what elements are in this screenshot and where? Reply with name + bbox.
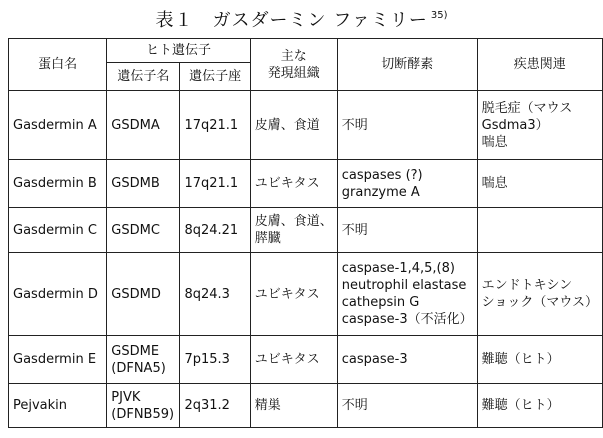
gene-cell bbox=[107, 160, 180, 208]
tissue-cell bbox=[250, 208, 337, 253]
gene-alias-line: (DFNA5) bbox=[111, 360, 166, 376]
table-title bbox=[0, 6, 603, 32]
header-protein-name: 蛋白名 bbox=[9, 39, 107, 91]
disease-cell bbox=[477, 253, 602, 336]
locus-cell: 2q31.2 bbox=[180, 384, 250, 428]
disease-line: 喘息 bbox=[481, 176, 508, 191]
gene-line: GSDMD bbox=[111, 286, 161, 302]
gene-line: PJVK bbox=[111, 389, 141, 405]
table-row bbox=[9, 336, 603, 384]
header-gene-name: 遺伝子名 bbox=[107, 63, 180, 91]
header-expression-line-2: 発現組織 bbox=[267, 65, 320, 81]
enzyme-line: caspase-3（不活化） bbox=[341, 312, 473, 327]
disease-cell bbox=[477, 160, 602, 208]
disease-line: 難聴（ヒト） bbox=[481, 398, 560, 413]
disease-line: エンドトキシン bbox=[481, 278, 573, 293]
gasdermin-family-table bbox=[8, 38, 603, 428]
enzyme-line: granzyme A bbox=[341, 184, 420, 200]
disease-cell bbox=[477, 91, 602, 160]
gene-cell bbox=[107, 208, 180, 253]
protein-cell: Gasdermin E bbox=[9, 336, 107, 384]
enzyme-line: neutrophil elastase bbox=[341, 278, 467, 293]
header-human-gene: ヒト遺伝子 bbox=[107, 39, 251, 63]
enzyme-line: caspase-1,4,5,(8) bbox=[341, 261, 455, 276]
enzyme-line: 不明 bbox=[341, 222, 368, 238]
enzyme-cell bbox=[337, 384, 477, 428]
tissue-line: 精巣 bbox=[254, 398, 281, 413]
tissue-cell bbox=[250, 160, 337, 208]
locus-cell: 17q21.1 bbox=[180, 160, 250, 208]
gene-cell bbox=[107, 336, 180, 384]
gene-cell bbox=[107, 253, 180, 336]
locus-cell: 17q21.1 bbox=[180, 91, 250, 160]
header-row bbox=[9, 39, 603, 63]
gene-line: GSDME bbox=[111, 343, 160, 359]
locus-cell: 7p15.3 bbox=[180, 336, 250, 384]
tissue-line: ユビキタス bbox=[254, 176, 320, 191]
enzyme-line: 不明 bbox=[341, 398, 368, 413]
enzyme-line: caspase-3 bbox=[341, 352, 408, 367]
enzyme-cell bbox=[337, 253, 477, 336]
tissue-line: ユビキタス bbox=[254, 286, 320, 302]
gene-cell bbox=[107, 91, 180, 160]
disease-line: 喘息 bbox=[481, 134, 508, 150]
protein-cell: Pejvakin bbox=[9, 384, 107, 428]
header-gene-locus: 遺伝子座 bbox=[180, 63, 250, 91]
tissue-cell bbox=[250, 336, 337, 384]
tissue-line: ユビキタス bbox=[254, 352, 320, 367]
disease-line: Gsdma3） bbox=[481, 117, 549, 133]
table-row bbox=[9, 384, 603, 428]
disease-line: ショック（マウス） bbox=[481, 295, 598, 310]
table-title-text: 表１ ガスダーミン ファミリー bbox=[155, 10, 428, 31]
gene-line: GSDMC bbox=[111, 222, 160, 238]
enzyme-cell bbox=[337, 91, 477, 160]
gene-line: GSDMB bbox=[111, 176, 160, 191]
protein-cell: Gasdermin A bbox=[9, 91, 107, 160]
disease-cell bbox=[477, 336, 602, 384]
disease-line: 脱毛症（マウス bbox=[481, 100, 573, 116]
tissue-line: 膵臓 bbox=[254, 231, 281, 246]
table-row bbox=[9, 91, 603, 160]
enzyme-line: caspases (?) bbox=[341, 167, 423, 183]
header-cleavage-enzyme: 切断酵素 bbox=[337, 39, 477, 91]
tissue-line: 皮膚、食道 bbox=[254, 117, 320, 133]
enzyme-line: 不明 bbox=[341, 117, 368, 133]
tissue-cell bbox=[250, 253, 337, 336]
header-disease: 疾患関連 bbox=[477, 39, 602, 91]
locus-cell: 8q24.3 bbox=[180, 253, 250, 336]
enzyme-cell bbox=[337, 336, 477, 384]
gene-alias-line: (DFNB59) bbox=[111, 406, 175, 422]
protein-cell: Gasdermin C bbox=[9, 208, 107, 253]
table-row bbox=[9, 208, 603, 253]
protein-cell: Gasdermin B bbox=[9, 160, 107, 208]
header-expression-line-1: 主な bbox=[280, 48, 307, 64]
reference-number: 35) bbox=[430, 10, 448, 21]
disease-line: 難聴（ヒト） bbox=[481, 352, 560, 367]
header-expression-tissue bbox=[250, 39, 337, 91]
tissue-cell bbox=[250, 91, 337, 160]
enzyme-line: cathepsin G bbox=[341, 295, 420, 310]
disease-cell bbox=[477, 208, 602, 253]
protein-cell: Gasdermin D bbox=[9, 253, 107, 336]
gene-cell bbox=[107, 384, 180, 428]
gene-line: GSDMA bbox=[111, 117, 160, 133]
tissue-line: 皮膚、食道、 bbox=[254, 214, 333, 229]
locus-cell: 8q24.21 bbox=[180, 208, 250, 253]
tissue-cell bbox=[250, 384, 337, 428]
enzyme-cell bbox=[337, 160, 477, 208]
table-row bbox=[9, 253, 603, 336]
enzyme-cell bbox=[337, 208, 477, 253]
disease-cell bbox=[477, 384, 602, 428]
table-row bbox=[9, 160, 603, 208]
